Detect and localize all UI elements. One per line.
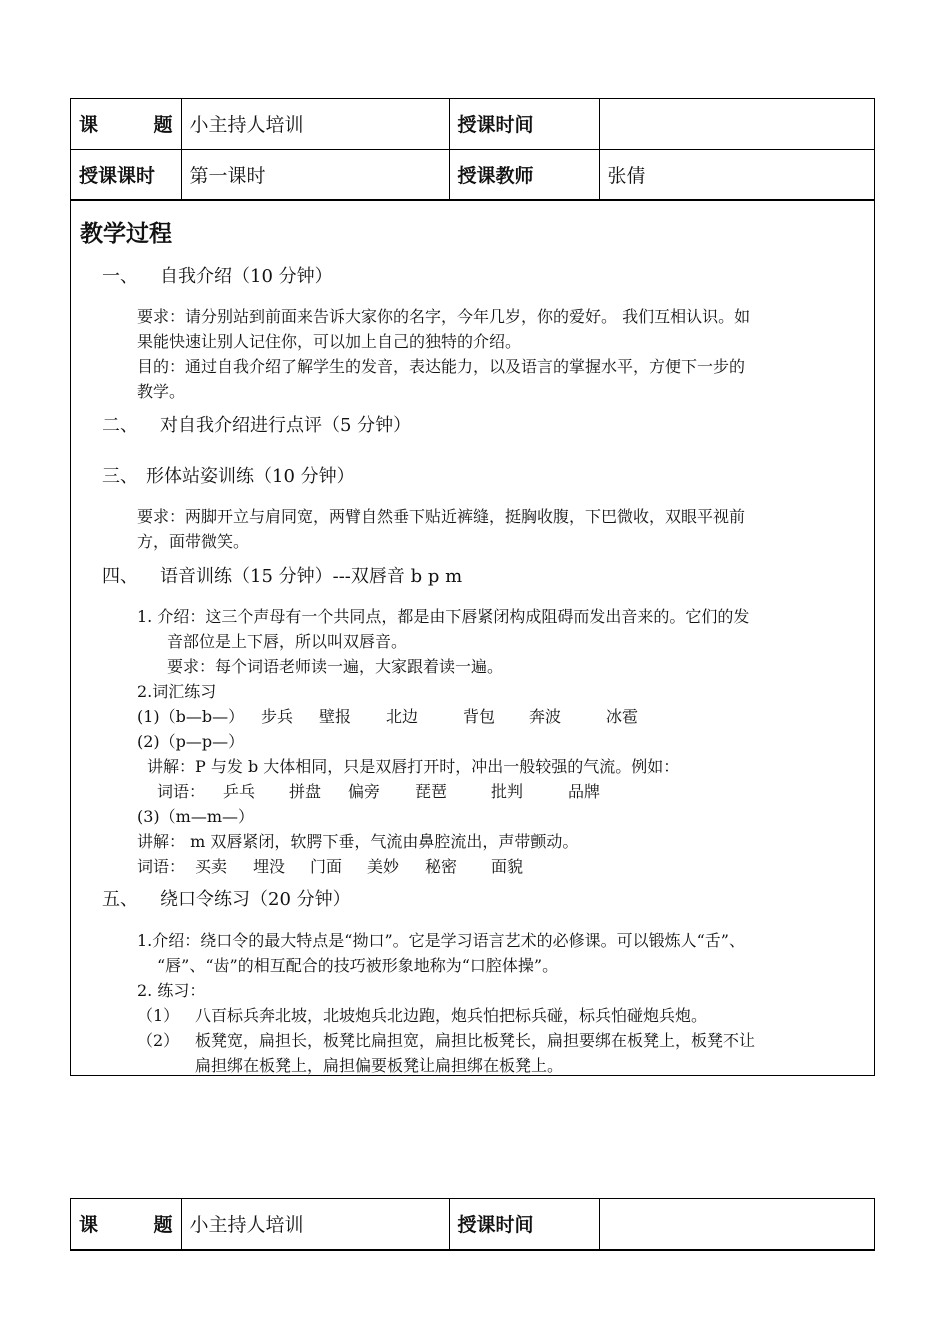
section-2-title: 对自我介绍进行点评（5 分钟） bbox=[160, 414, 412, 436]
time-value bbox=[599, 99, 874, 149]
tongue-twister-2: 板凳宽，扁担长，板凳比扁担宽，扁担比板凳长，扁担要绑在板凳上，板凳不让 bbox=[195, 1030, 756, 1050]
teacher-value: 张倩 bbox=[599, 149, 874, 199]
p-word: 拼盘 bbox=[289, 781, 322, 801]
m-word: 埋没 bbox=[253, 856, 286, 876]
b-word: 步兵 bbox=[261, 706, 294, 726]
p-word: 琵琶 bbox=[415, 781, 448, 801]
b-word: 奔波 bbox=[529, 706, 562, 726]
p-word: 乒乓 bbox=[223, 781, 256, 801]
m-word: 秘密 bbox=[425, 856, 458, 876]
practice-heading: 2. 练习： bbox=[137, 980, 206, 1000]
p-words-label: 词语： bbox=[157, 781, 206, 801]
section-3-title: 形体站姿训练（10 分钟） bbox=[146, 465, 355, 487]
m-word: 美妙 bbox=[367, 856, 400, 876]
section-4-requirement: 要求：每个词语老师读一遍，大家跟着读一遍。 bbox=[167, 656, 504, 676]
section-3-number: 三、 bbox=[102, 465, 138, 487]
section-4-title: 语音训练（15 分钟）---双唇音 b p m bbox=[160, 565, 463, 587]
period-label: 授课课时 bbox=[71, 149, 181, 199]
section-5-number: 五、 bbox=[102, 888, 138, 910]
p-group-heading: (2)（p—p—） bbox=[137, 731, 245, 751]
m-word: 面貌 bbox=[491, 856, 524, 876]
section-1-requirement-cont: 果能快速让别人记住你，可以加上自己的独特的介绍。 bbox=[137, 331, 522, 351]
teacher-label: 授课教师 bbox=[449, 149, 599, 199]
section-1-number: 一、 bbox=[102, 265, 138, 287]
section-4-number: 四、 bbox=[102, 565, 138, 587]
section-3-requirement-cont: 方，面带微笑。 bbox=[137, 531, 250, 551]
section-1-title: 自我介绍（10 分钟） bbox=[160, 265, 333, 287]
section-2-number: 二、 bbox=[102, 414, 138, 436]
lesson-plan-sheet bbox=[70, 98, 875, 1076]
lesson-header-table-next bbox=[71, 1199, 874, 1250]
topic-value: 小主持人培训 bbox=[181, 1199, 449, 1249]
time-label: 授课时间 bbox=[449, 99, 599, 149]
tongue-twister-1: 八百标兵奔北坡，北坡炮兵北边跑，炮兵怕把标兵碰，标兵怕碰炮兵炮。 bbox=[195, 1005, 708, 1025]
teaching-process bbox=[71, 200, 874, 1075]
lesson-plan-sheet-next bbox=[70, 1198, 875, 1251]
b-word: 壁报 bbox=[319, 706, 352, 726]
section-4-intro-cont: 音部位是上下唇，所以叫双唇音。 bbox=[167, 631, 408, 651]
process-title: 教学过程 bbox=[80, 220, 172, 247]
lesson-header-table bbox=[71, 99, 874, 200]
section-1-goal-cont: 教学。 bbox=[137, 381, 186, 401]
section-5-intro: 1.介绍：绕口令的最大特点是“拗口”。它是学习语言艺术的必修课。可以锻炼人“舌”、 bbox=[137, 930, 745, 950]
m-group-explanation: 讲解： m 双唇紧闭，软腭下垂，气流由鼻腔流出，声带颤动。 bbox=[137, 831, 579, 851]
p-word: 品牌 bbox=[568, 781, 601, 801]
b-group-heading: (1)（b—b—） bbox=[137, 706, 245, 726]
topic-label: 课 题 bbox=[71, 1199, 181, 1249]
p-word: 批判 bbox=[491, 781, 524, 801]
m-words-label: 词语： bbox=[137, 856, 186, 876]
tongue-twister-2-cont: 扁担绑在板凳上，扁担偏要板凳让扁担绑在板凳上。 bbox=[195, 1055, 564, 1075]
section-5-title: 绕口令练习（20 分钟） bbox=[160, 888, 351, 910]
section-3-requirement: 要求：两脚开立与肩同宽，两臂自然垂下贴近裤缝，挺胸收腹，下巴微收，双眼平视前 bbox=[137, 506, 746, 526]
m-word: 买卖 bbox=[195, 856, 228, 876]
m-word: 门面 bbox=[310, 856, 343, 876]
section-1-requirement: 要求：请分别站到前面来告诉大家你的名字，今年几岁，你的爱好。 我们互相认识。如 bbox=[137, 306, 751, 326]
section-5-intro-cont: “唇”、“齿”的相互配合的技巧被形象地称为“口腔体操”。 bbox=[157, 955, 559, 975]
m-group-heading: (3)（m—m—） bbox=[137, 806, 255, 826]
b-word: 冰雹 bbox=[606, 706, 639, 726]
b-word: 北边 bbox=[386, 706, 419, 726]
p-group-explanation: 讲解：P 与发 b 大体相同，只是双唇打开时，冲出一般较强的气流。例如： bbox=[147, 756, 680, 776]
time-label: 授课时间 bbox=[449, 1199, 599, 1249]
tongue-twister-1-number: （1） bbox=[137, 1005, 180, 1025]
vocab-heading: 2.词汇练习 bbox=[137, 681, 217, 701]
topic-value: 小主持人培训 bbox=[181, 99, 449, 149]
topic-label: 课 题 bbox=[71, 99, 181, 149]
section-1-goal: 目的：通过自我介绍了解学生的发音，表达能力，以及语言的掌握水平，方便下一步的 bbox=[137, 356, 746, 376]
p-word: 偏旁 bbox=[348, 781, 381, 801]
section-4-intro: 1. 介绍：这三个声母有一个共同点，都是由下唇紧闭构成阻碍而发出音来的。它们的发 bbox=[137, 606, 750, 626]
period-value: 第一课时 bbox=[181, 149, 449, 199]
tongue-twister-2-number: （2） bbox=[137, 1030, 180, 1050]
b-word: 背包 bbox=[463, 706, 496, 726]
time-value bbox=[599, 1199, 874, 1249]
